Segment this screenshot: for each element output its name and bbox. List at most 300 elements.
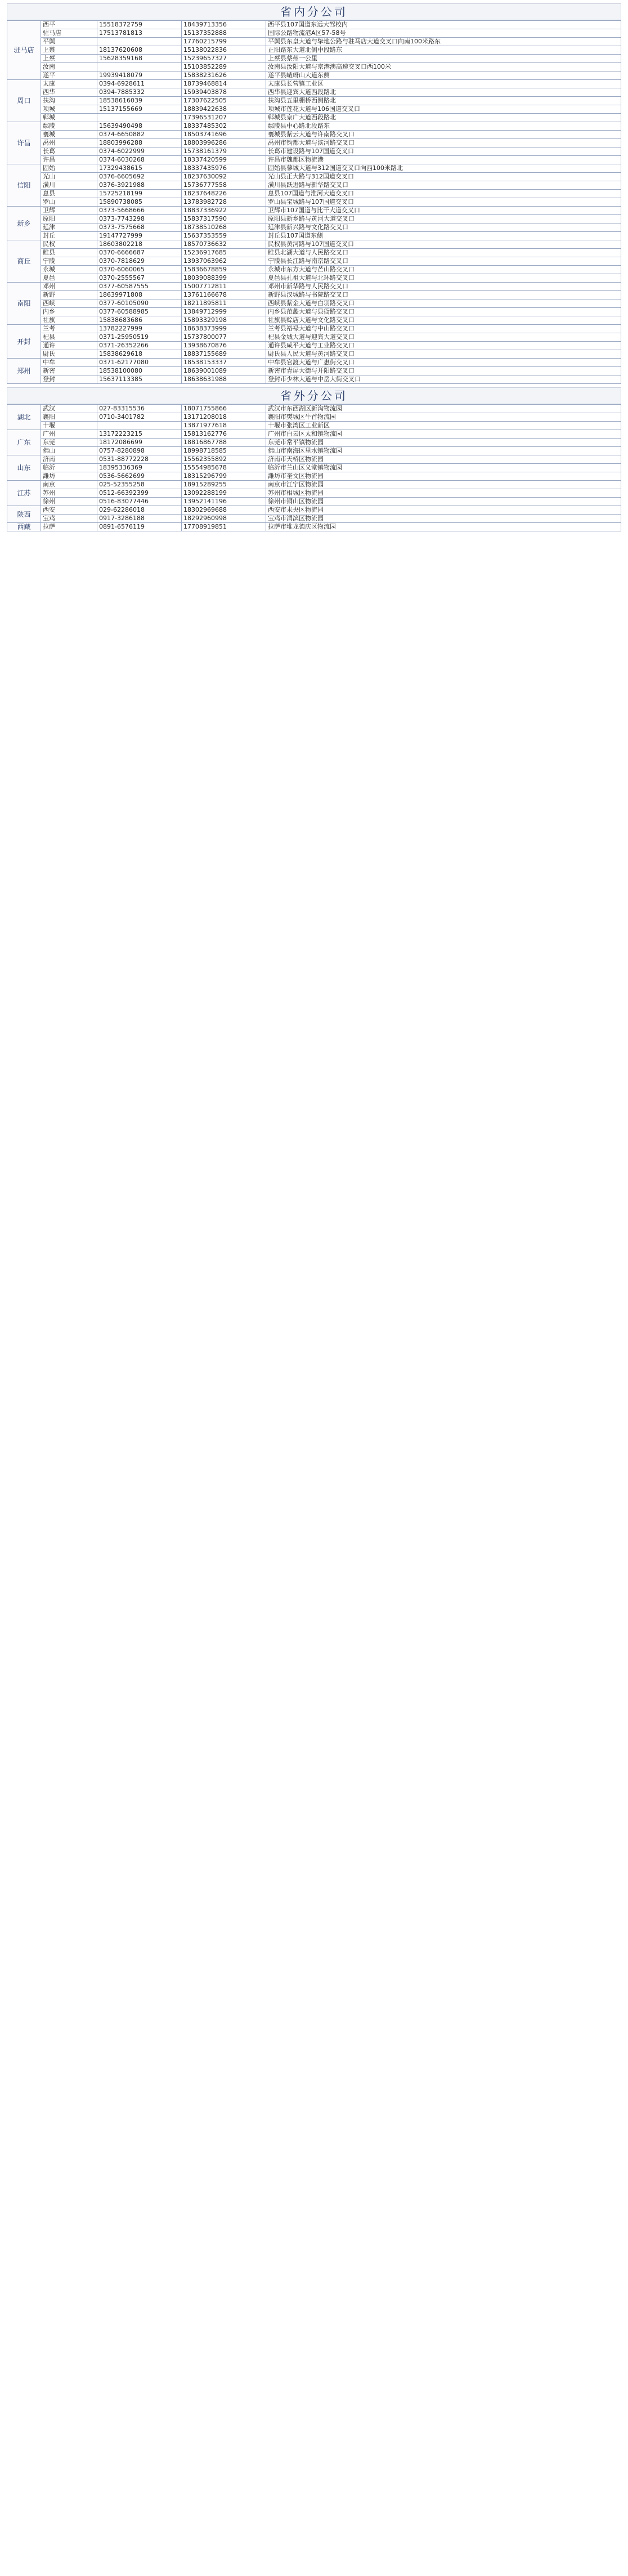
address-cell: 国际公路物流港A区57-58号 — [266, 29, 621, 38]
table-row — [7, 375, 621, 384]
address-cell: 固始县蓼城大道与312国道交叉口向西100米路北 — [266, 164, 621, 173]
table-row — [7, 257, 621, 266]
phone-cell: 18137620608 — [97, 46, 182, 55]
phone-cell: 0710-3401782 — [97, 413, 182, 422]
table-row — [7, 71, 621, 80]
mobile-cell: 18739468814 — [182, 80, 266, 88]
site-cell: 宁陵 — [41, 257, 97, 266]
table-row — [7, 413, 621, 422]
mobile-cell: 18337485302 — [182, 122, 266, 131]
mobile-cell: 15138022836 — [182, 46, 266, 55]
mobile-cell: 18315296799 — [182, 472, 266, 481]
phone-cell: 18803996288 — [97, 139, 182, 147]
site-cell: 固始 — [41, 164, 97, 173]
mobile-cell: 13937063962 — [182, 257, 266, 266]
site-cell: 西平 — [41, 21, 97, 29]
table-row — [7, 464, 621, 472]
mobile-cell: 13849712999 — [182, 308, 266, 316]
phone-cell: 15890738085 — [97, 198, 182, 207]
phone-cell: 0376-3921988 — [97, 181, 182, 190]
site-cell: 新密 — [41, 367, 97, 375]
phone-cell: 15725218199 — [97, 190, 182, 198]
table-row — [7, 80, 621, 88]
mobile-cell: 18915289255 — [182, 481, 266, 489]
phone-cell: 15838683686 — [97, 316, 182, 325]
mobile-cell: 18837336922 — [182, 207, 266, 215]
table-row — [7, 122, 621, 131]
mobile-cell: 18302969688 — [182, 506, 266, 515]
address-cell: 中牟县官渡大道与广惠街交叉口 — [266, 359, 621, 367]
address-cell: 西安市未央区物流园 — [266, 506, 621, 515]
address-cell: 汝南县汝阳大道与京港澳高速交叉口西100米 — [266, 63, 621, 71]
table-row — [7, 21, 621, 29]
phone-cell: 0373-7743298 — [97, 215, 182, 223]
table-row — [7, 523, 621, 531]
phone-cell: 0371-26352266 — [97, 342, 182, 350]
phone-cell: 0377-60588985 — [97, 308, 182, 316]
mobile-cell: 18639001089 — [182, 367, 266, 375]
table-row — [7, 359, 621, 367]
mobile-cell: 15007712811 — [182, 283, 266, 291]
table-row — [7, 97, 621, 105]
phone-cell: 0394-7885332 — [97, 88, 182, 97]
site-cell: 夏邑 — [41, 274, 97, 283]
address-cell: 尉氏县人民大道与黄河路交叉口 — [266, 350, 621, 359]
section-spacer — [7, 531, 621, 535]
site-cell: 通许 — [41, 342, 97, 350]
address-cell: 原阳县新乡路与黄河大道交叉口 — [266, 215, 621, 223]
mobile-cell: 13171208018 — [182, 413, 266, 422]
table-row — [7, 105, 621, 114]
address-cell: 睢县北湖大道与人民路交叉口 — [266, 249, 621, 257]
mobile-cell: 18503741696 — [182, 131, 266, 139]
table-row — [7, 249, 621, 257]
mobile-cell: 15893329198 — [182, 316, 266, 325]
mobile-cell: 13783982728 — [182, 198, 266, 207]
mobile-cell: 18638373999 — [182, 325, 266, 333]
address-cell: 正阳路东大道北侧中段路东 — [266, 46, 621, 55]
address-cell: 宁陵县长江路与南京路交叉口 — [266, 257, 621, 266]
table-row — [7, 139, 621, 147]
table-row — [7, 506, 621, 515]
phone-cell: 0373-5668666 — [97, 207, 182, 215]
site-cell: 永城 — [41, 266, 97, 274]
address-cell: 苏州市相城区物流园 — [266, 489, 621, 498]
table-row — [7, 63, 621, 71]
mobile-cell: 15239657327 — [182, 55, 266, 63]
site-cell: 封丘 — [41, 232, 97, 240]
phone-cell: 0376-6605692 — [97, 173, 182, 181]
site-cell: 延津 — [41, 223, 97, 232]
address-cell: 长葛市建设路与107国道交叉口 — [266, 147, 621, 156]
site-cell: 广州 — [41, 430, 97, 439]
site-cell: 太康 — [41, 80, 97, 88]
address-cell: 邓州市新华路与人民路交叉口 — [266, 283, 621, 291]
table-row — [7, 455, 621, 464]
phone-cell: 0917-3286188 — [97, 515, 182, 523]
site-cell: 武汉 — [41, 405, 97, 413]
address-cell: 南京市江宁区物流园 — [266, 481, 621, 489]
province-cell: 郑州 — [7, 359, 41, 384]
address-cell: 平舆县东皇大道与挚地公路与驻马店大道交叉口向南100米路东 — [266, 38, 621, 46]
address-cell: 宝鸡市渭滨区物流园 — [266, 515, 621, 523]
site-cell: 新野 — [41, 291, 97, 299]
mobile-cell: 18292960998 — [182, 515, 266, 523]
address-cell: 上蔡县蔡州一公里 — [266, 55, 621, 63]
phone-cell: 18172086699 — [97, 439, 182, 447]
table-row — [7, 198, 621, 207]
phone-cell: 15518372759 — [97, 21, 182, 29]
site-cell: 长葛 — [41, 147, 97, 156]
mobile-cell: 17396531207 — [182, 114, 266, 122]
site-cell: 襄阳 — [41, 413, 97, 422]
table-row — [7, 342, 621, 350]
phone-cell: 0891-6576119 — [97, 523, 182, 531]
phone-cell: 0370-2555567 — [97, 274, 182, 283]
site-cell: 卫辉 — [41, 207, 97, 215]
table-row — [7, 240, 621, 249]
address-cell: 息县107国道与淮河大道交叉口 — [266, 190, 621, 198]
table-row — [7, 498, 621, 506]
site-cell: 中牟 — [41, 359, 97, 367]
site-cell: 平舆 — [41, 38, 97, 46]
mobile-cell: 18638631988 — [182, 375, 266, 384]
branch-table — [7, 404, 621, 531]
mobile-cell: 15738161379 — [182, 147, 266, 156]
address-cell: 通许县咸平大道与工业路交叉口 — [266, 342, 621, 350]
mobile-cell: 13871977618 — [182, 422, 266, 430]
province-cell: 山东 — [7, 455, 41, 481]
table-row — [7, 232, 621, 240]
site-cell: 兰考 — [41, 325, 97, 333]
site-cell: 上蔡 — [41, 46, 97, 55]
table-row — [7, 308, 621, 316]
table-row — [7, 430, 621, 439]
table-row — [7, 283, 621, 291]
phone-cell: 0374-6022999 — [97, 147, 182, 156]
table-row — [7, 29, 621, 38]
province-cell: 许昌 — [7, 122, 41, 164]
address-cell: 禹州市钧都大道与滨河路交叉口 — [266, 139, 621, 147]
mobile-cell: 15939403878 — [182, 88, 266, 97]
address-cell: 徐州市铜山区物流园 — [266, 498, 621, 506]
address-cell: 西峡县紫金大道与白羽路交叉口 — [266, 299, 621, 308]
site-cell: 上蔡 — [41, 55, 97, 63]
table-row — [7, 173, 621, 181]
phone-cell: 0371-62177080 — [97, 359, 182, 367]
table-row — [7, 88, 621, 97]
mobile-cell: 18837155689 — [182, 350, 266, 359]
province-cell: 驻马店 — [7, 21, 41, 80]
province-cell: 广东 — [7, 430, 41, 455]
phone-cell: 18639971808 — [97, 291, 182, 299]
province-cell: 开封 — [7, 325, 41, 359]
phone-cell: 0374-6650882 — [97, 131, 182, 139]
sections-container — [7, 3, 621, 535]
site-cell: 潍坊 — [41, 472, 97, 481]
phone-cell: 13172223215 — [97, 430, 182, 439]
province-cell: 湖北 — [7, 405, 41, 430]
table-row — [7, 156, 621, 164]
mobile-cell: 15562355892 — [182, 455, 266, 464]
mobile-cell: 18337420599 — [182, 156, 266, 164]
mobile-cell: 17760215799 — [182, 38, 266, 46]
site-cell: 鄢陵 — [41, 122, 97, 131]
site-cell: 苏州 — [41, 489, 97, 498]
province-cell: 新乡 — [7, 207, 41, 240]
province-cell: 江苏 — [7, 481, 41, 506]
phone-cell — [97, 422, 182, 430]
table-row — [7, 333, 621, 342]
address-cell: 郸城县京广大道西段路北 — [266, 114, 621, 122]
site-cell: 济南 — [41, 455, 97, 464]
mobile-cell: 13952141196 — [182, 498, 266, 506]
phone-cell: 15637113385 — [97, 375, 182, 384]
mobile-cell: 13092288199 — [182, 489, 266, 498]
phone-cell: 15639490498 — [97, 122, 182, 131]
address-cell: 新密市青屏大街与开阳路交叉口 — [266, 367, 621, 375]
mobile-cell: 13761166678 — [182, 291, 266, 299]
province-cell: 周口 — [7, 80, 41, 122]
site-cell: 登封 — [41, 375, 97, 384]
province-cell: 陕西 — [7, 506, 41, 523]
phone-cell — [97, 63, 182, 71]
table-row — [7, 291, 621, 299]
phone-cell: 0370-6060065 — [97, 266, 182, 274]
province-cell: 西藏 — [7, 523, 41, 531]
phone-cell: 0757-8280898 — [97, 447, 182, 455]
site-cell: 潢川 — [41, 181, 97, 190]
address-cell: 襄城县紫云大道与许南路交叉口 — [266, 131, 621, 139]
table-row — [7, 46, 621, 55]
site-cell: 临沂 — [41, 464, 97, 472]
phone-cell: 027-83315536 — [97, 405, 182, 413]
mobile-cell: 15554985678 — [182, 464, 266, 472]
address-cell: 杞县金城大道与迎宾大道交叉口 — [266, 333, 621, 342]
phone-cell: 0373-7575668 — [97, 223, 182, 232]
phone-cell: 18538100080 — [97, 367, 182, 375]
site-cell: 禹州 — [41, 139, 97, 147]
table-row — [7, 181, 621, 190]
mobile-cell: 15103852289 — [182, 63, 266, 71]
phone-cell: 029-62286018 — [97, 506, 182, 515]
table-row — [7, 439, 621, 447]
table-row — [7, 325, 621, 333]
table-row — [7, 422, 621, 430]
branch-table — [7, 20, 621, 384]
address-cell: 济南市天桥区物流园 — [266, 455, 621, 464]
table-row — [7, 489, 621, 498]
site-cell: 十堰 — [41, 422, 97, 430]
mobile-cell: 18738510268 — [182, 223, 266, 232]
mobile-cell: 15836678859 — [182, 266, 266, 274]
mobile-cell: 15813162776 — [182, 430, 266, 439]
table-row — [7, 299, 621, 308]
phone-cell: 15628359168 — [97, 55, 182, 63]
province-cell: 南阳 — [7, 283, 41, 325]
table-row — [7, 114, 621, 122]
address-cell: 新野县汉城路与书院路交叉口 — [266, 291, 621, 299]
table-row — [7, 350, 621, 359]
mobile-cell: 18998718585 — [182, 447, 266, 455]
table-row — [7, 190, 621, 198]
phone-cell: 18603802218 — [97, 240, 182, 249]
mobile-cell: 15737800077 — [182, 333, 266, 342]
table-row — [7, 274, 621, 283]
table-row — [7, 164, 621, 173]
site-cell: 原阳 — [41, 215, 97, 223]
site-cell: 息县 — [41, 190, 97, 198]
address-cell: 永城市东方大道与芒山路交叉口 — [266, 266, 621, 274]
site-cell: 睢县 — [41, 249, 97, 257]
site-cell: 内乡 — [41, 308, 97, 316]
site-cell: 尉氏 — [41, 350, 97, 359]
table-row — [7, 266, 621, 274]
site-cell: 南京 — [41, 481, 97, 489]
phone-cell: 025-52355258 — [97, 481, 182, 489]
mobile-cell: 18237630092 — [182, 173, 266, 181]
phone-cell: 0370-7818629 — [97, 257, 182, 266]
mobile-cell: 15838231626 — [182, 71, 266, 80]
address-cell: 东莞市常平镇物流园 — [266, 439, 621, 447]
site-cell: 杞县 — [41, 333, 97, 342]
address-cell: 西平县107国道东远大驾校内 — [266, 21, 621, 29]
site-cell: 扶沟 — [41, 97, 97, 105]
phone-cell: 0536-5662699 — [97, 472, 182, 481]
table-row — [7, 131, 621, 139]
phone-cell: 0394-6928611 — [97, 80, 182, 88]
site-cell: 驻马店 — [41, 29, 97, 38]
table-row — [7, 316, 621, 325]
phone-cell: 0512-66392399 — [97, 489, 182, 498]
mobile-cell: 18439713356 — [182, 21, 266, 29]
mobile-cell: 18803996286 — [182, 139, 266, 147]
address-cell: 民权县黄河路与107国道交叉口 — [266, 240, 621, 249]
section-title: 省外分公司 — [7, 387, 621, 404]
address-cell: 延津县新兴路与文化路交叉口 — [266, 223, 621, 232]
phone-cell: 15838629618 — [97, 350, 182, 359]
phone-cell: 19147727999 — [97, 232, 182, 240]
site-cell: 东莞 — [41, 439, 97, 447]
address-cell: 佛山市南海区里水镇物流园 — [266, 447, 621, 455]
mobile-cell: 18816867788 — [182, 439, 266, 447]
address-cell: 卫辉市107国道与比干大道交叉口 — [266, 207, 621, 215]
site-cell: 佛山 — [41, 447, 97, 455]
table-row — [7, 215, 621, 223]
address-cell: 太康县长营镇工业区 — [266, 80, 621, 88]
site-cell: 西华 — [41, 88, 97, 97]
address-cell: 武汉市东西湖区新沟物流园 — [266, 405, 621, 413]
address-cell: 广州市白云区太和镇物流园 — [266, 430, 621, 439]
table-row — [7, 515, 621, 523]
address-cell: 襄阳市樊城区牛首物流园 — [266, 413, 621, 422]
address-cell: 潢川县跃进路与新华路交叉口 — [266, 181, 621, 190]
address-cell: 西华县迎宾大道西段路北 — [266, 88, 621, 97]
section-title: 省内分公司 — [7, 3, 621, 20]
phone-cell — [97, 114, 182, 122]
mobile-cell: 18839422638 — [182, 105, 266, 114]
phone-cell: 17513781813 — [97, 29, 182, 38]
address-cell: 临沂市兰山区义堂镇物流园 — [266, 464, 621, 472]
phone-cell: 0377-60105090 — [97, 299, 182, 308]
mobile-cell: 15837317590 — [182, 215, 266, 223]
address-cell: 光山县正大路与312国道交叉口 — [266, 173, 621, 181]
address-cell: 潍坊市奎文区物流园 — [266, 472, 621, 481]
address-cell: 遂平县嵖岈山大道东侧 — [266, 71, 621, 80]
site-cell: 徐州 — [41, 498, 97, 506]
site-cell: 项城 — [41, 105, 97, 114]
table-row — [7, 38, 621, 46]
address-cell: 夏邑县孔祖大道与北环路交叉口 — [266, 274, 621, 283]
site-cell: 襄城 — [41, 131, 97, 139]
address-cell: 内乡县范蠡大道与县衙路交叉口 — [266, 308, 621, 316]
mobile-cell: 18039088399 — [182, 274, 266, 283]
address-cell: 封丘县107国道东侧 — [266, 232, 621, 240]
mobile-cell: 18071755866 — [182, 405, 266, 413]
address-cell: 扶沟县五里棚桥西侧路北 — [266, 97, 621, 105]
mobile-cell: 13938670876 — [182, 342, 266, 350]
province-cell: 信阳 — [7, 164, 41, 207]
mobile-cell: 17307622505 — [182, 97, 266, 105]
phone-cell: 0370-6666687 — [97, 249, 182, 257]
address-cell: 社旗县赊店大道与文化路交叉口 — [266, 316, 621, 325]
branch-directory — [7, 0, 621, 535]
mobile-cell: 18570736632 — [182, 240, 266, 249]
phone-cell: 0377-60587555 — [97, 283, 182, 291]
site-cell: 遂平 — [41, 71, 97, 80]
site-cell: 宝鸡 — [41, 515, 97, 523]
mobile-cell: 17708919851 — [182, 523, 266, 531]
site-cell: 汝南 — [41, 63, 97, 71]
address-cell: 鄢陵县中心路北段路东 — [266, 122, 621, 131]
phone-cell — [97, 38, 182, 46]
table-row — [7, 472, 621, 481]
table-row — [7, 447, 621, 455]
table-row — [7, 223, 621, 232]
phone-cell: 0531-88772228 — [97, 455, 182, 464]
mobile-cell: 18237648226 — [182, 190, 266, 198]
site-cell: 许昌 — [41, 156, 97, 164]
site-cell: 罗山 — [41, 198, 97, 207]
phone-cell: 17329438615 — [97, 164, 182, 173]
address-cell: 罗山县宝城路与107国道交叉口 — [266, 198, 621, 207]
mobile-cell: 18538153337 — [182, 359, 266, 367]
address-cell: 登封市少林大道与中岳大街交叉口 — [266, 375, 621, 384]
address-cell: 项城市莲花大道与106国道交叉口 — [266, 105, 621, 114]
phone-cell: 0371-25950519 — [97, 333, 182, 342]
address-cell: 兰考县裕禄大道与中山路交叉口 — [266, 325, 621, 333]
address-cell: 十堰市张湾区工业新区 — [266, 422, 621, 430]
site-cell: 西安 — [41, 506, 97, 515]
mobile-cell: 15236917685 — [182, 249, 266, 257]
site-cell: 拉萨 — [41, 523, 97, 531]
table-row — [7, 405, 621, 413]
site-cell: 光山 — [41, 173, 97, 181]
phone-cell: 18538616039 — [97, 97, 182, 105]
mobile-cell: 15736777558 — [182, 181, 266, 190]
table-row — [7, 147, 621, 156]
site-cell: 社旗 — [41, 316, 97, 325]
address-cell: 许昌市魏都区物流港 — [266, 156, 621, 164]
table-row — [7, 207, 621, 215]
mobile-cell: 15137352888 — [182, 29, 266, 38]
phone-cell: 0516-83077446 — [97, 498, 182, 506]
table-row — [7, 55, 621, 63]
address-cell: 拉萨市堆龙德庆区物流园 — [266, 523, 621, 531]
phone-cell: 13782227999 — [97, 325, 182, 333]
phone-cell: 18395336369 — [97, 464, 182, 472]
site-cell: 邓州 — [41, 283, 97, 291]
